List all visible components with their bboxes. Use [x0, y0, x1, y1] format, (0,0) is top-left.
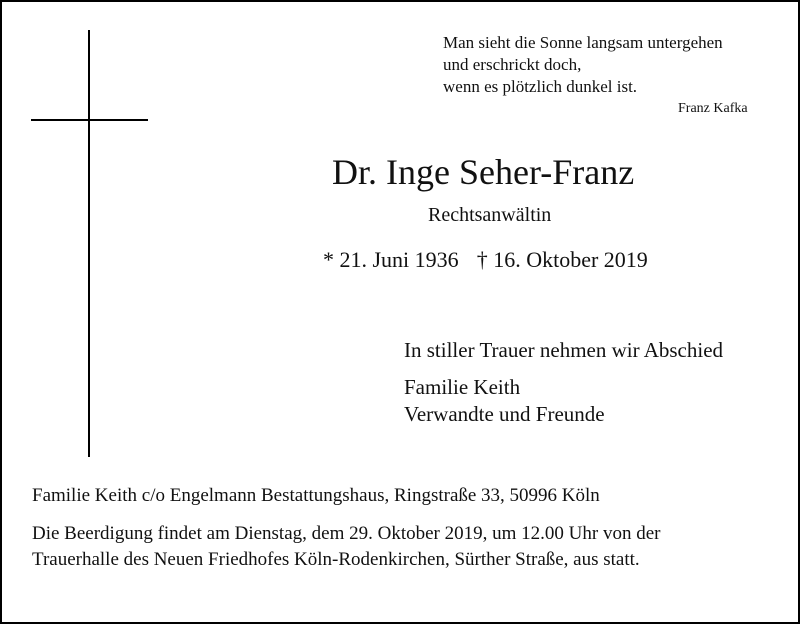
- contact-address: Familie Keith c/o Engelmann Bestattungshaus, Ringstraße 33, 50996 Köln: [32, 485, 600, 506]
- quote-line: Man sieht die Sonne langsam untergehen: [443, 33, 723, 52]
- funeral-line: Trauerhalle des Neuen Friedhofes Köln-Rodenkirchen, Sürther Straße, aus statt.: [32, 549, 640, 570]
- life-dates: [323, 247, 648, 273]
- deceased-profession: Rechtsanwältin: [428, 204, 552, 226]
- mourners-list: [404, 374, 605, 428]
- mourner-item: Familie Keith: [404, 375, 521, 399]
- quote-line: und erschrickt doch,: [443, 55, 582, 74]
- funeral-notice: [32, 521, 660, 573]
- mourner-item: Verwandte und Freunde: [404, 402, 605, 426]
- mourning-intro: In stiller Trauer nehmen wir Abschied: [404, 338, 724, 362]
- cross-vertical-bar: [88, 30, 90, 457]
- deceased-name: Dr. Inge Seher-Franz: [332, 152, 635, 192]
- cross-horizontal-bar: [31, 119, 148, 121]
- quote-block: [443, 32, 783, 98]
- quote-author: Franz Kafka: [678, 101, 748, 116]
- birth-date: * 21. Juni 1936: [323, 247, 459, 272]
- death-date: † 16. Oktober 2019: [476, 247, 648, 272]
- quote-line: wenn es plötzlich dunkel ist.: [443, 77, 638, 96]
- funeral-line: Die Beerdigung findet am Dienstag, dem 29. Oktober 2019, um 12.00 Uhr von der: [32, 523, 661, 544]
